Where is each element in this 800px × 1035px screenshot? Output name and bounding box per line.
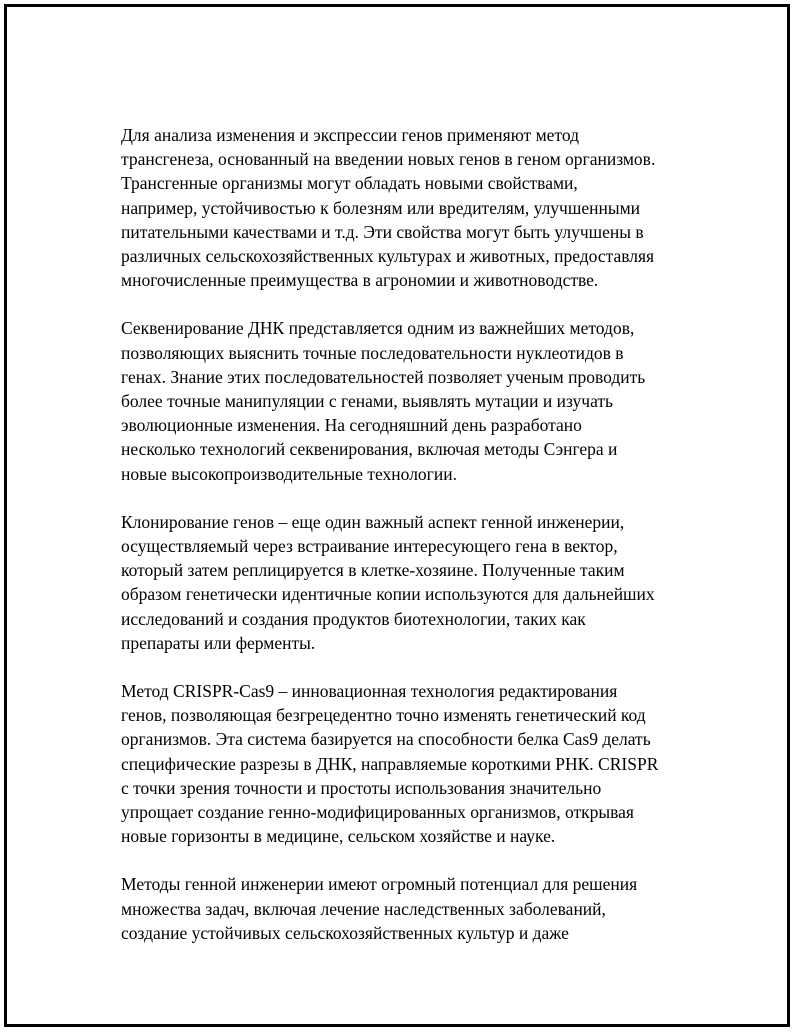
text-line: осуществляемый через встраивание интересующего гена в вектор, [121,536,618,557]
text-line: с точки зрения точности и простоты использования значительно [121,777,602,798]
document-page [4,4,790,1027]
text-line: специфические разрезы в ДНК, направляемые короткими РНК. CRISPR [121,753,659,774]
paragraph-gene-cloning [121,510,701,655]
text-line: питательными качествами и т.д. Эти свойства могут быть улучшены в [121,221,644,242]
paragraph-potential [121,872,701,945]
text-line: препараты или ферменты. [121,632,316,653]
text-line: генов, позволяющая безгрецедентно точно изменять генетический код [121,705,646,726]
text-line: трансгенеза, основанный на введении новых генов в геном организмов. [121,149,656,170]
text-line: который затем реплицируется в клетке-хозяине. Полученные таким [121,560,625,581]
paragraph-crispr [121,679,701,848]
text-line: Секвенирование ДНК представляется одним из важнейших методов, [121,318,635,339]
text-line: генах. Знание этих последовательностей позволяет ученым проводить [121,366,646,387]
text-line: эволюционные изменения. На сегодняшний день разработано [121,415,582,436]
paragraph-transgenesis [121,123,701,292]
text-line: несколько технологий секвенирования, включая методы Сэнгера и [121,439,618,460]
paragraph-dna-sequencing [121,316,701,485]
text-line: новые высокопроизводительные технологии. [121,463,457,484]
text-line: Трансгенные организмы могут обладать новыми свойствами, [121,173,578,194]
text-line: более точные манипуляции с генами, выявлять мутации и изучать [121,391,614,412]
text-line: образом генетически идентичные копии используются для дальнейших [121,584,655,605]
text-line: создание устойчивых сельскохозяйственных культур и даже [121,922,569,943]
text-line: многочисленные преимущества в агрономии и животноводстве. [121,270,599,291]
text-line: Клонирование генов – еще один важный аспект генной инженерии, [121,511,625,532]
text-line: упрощает создание генно-модифицированных организмов, открывая [121,802,634,823]
text-line: Методы генной инженерии имеют огромный потенциал для решения [121,874,638,895]
text-line: позволяющих выяснить точные последовательности нуклеотидов в [121,342,624,363]
text-line: Для анализа изменения и экспрессии генов применяют метод [121,125,579,145]
text-line: множества задач, включая лечение наследственных заболеваний, [121,898,606,919]
document-body [121,123,701,969]
text-line: организмов. Эта система базируется на способности белка Cas9 делать [121,729,651,750]
text-line: Метод CRISPR-Cas9 – инновационная технология редактирования [121,681,618,702]
text-line: новые горизонты в медицине, сельском хозяйстве и науке. [121,826,556,847]
text-line: исследований и создания продуктов биотехнологии, таких как [121,608,586,629]
text-line: например, устойчивостью к болезням или вредителям, улучшенными [121,197,641,218]
text-line: различных сельскохозяйственных культурах и животных, предоставляя [121,246,655,267]
